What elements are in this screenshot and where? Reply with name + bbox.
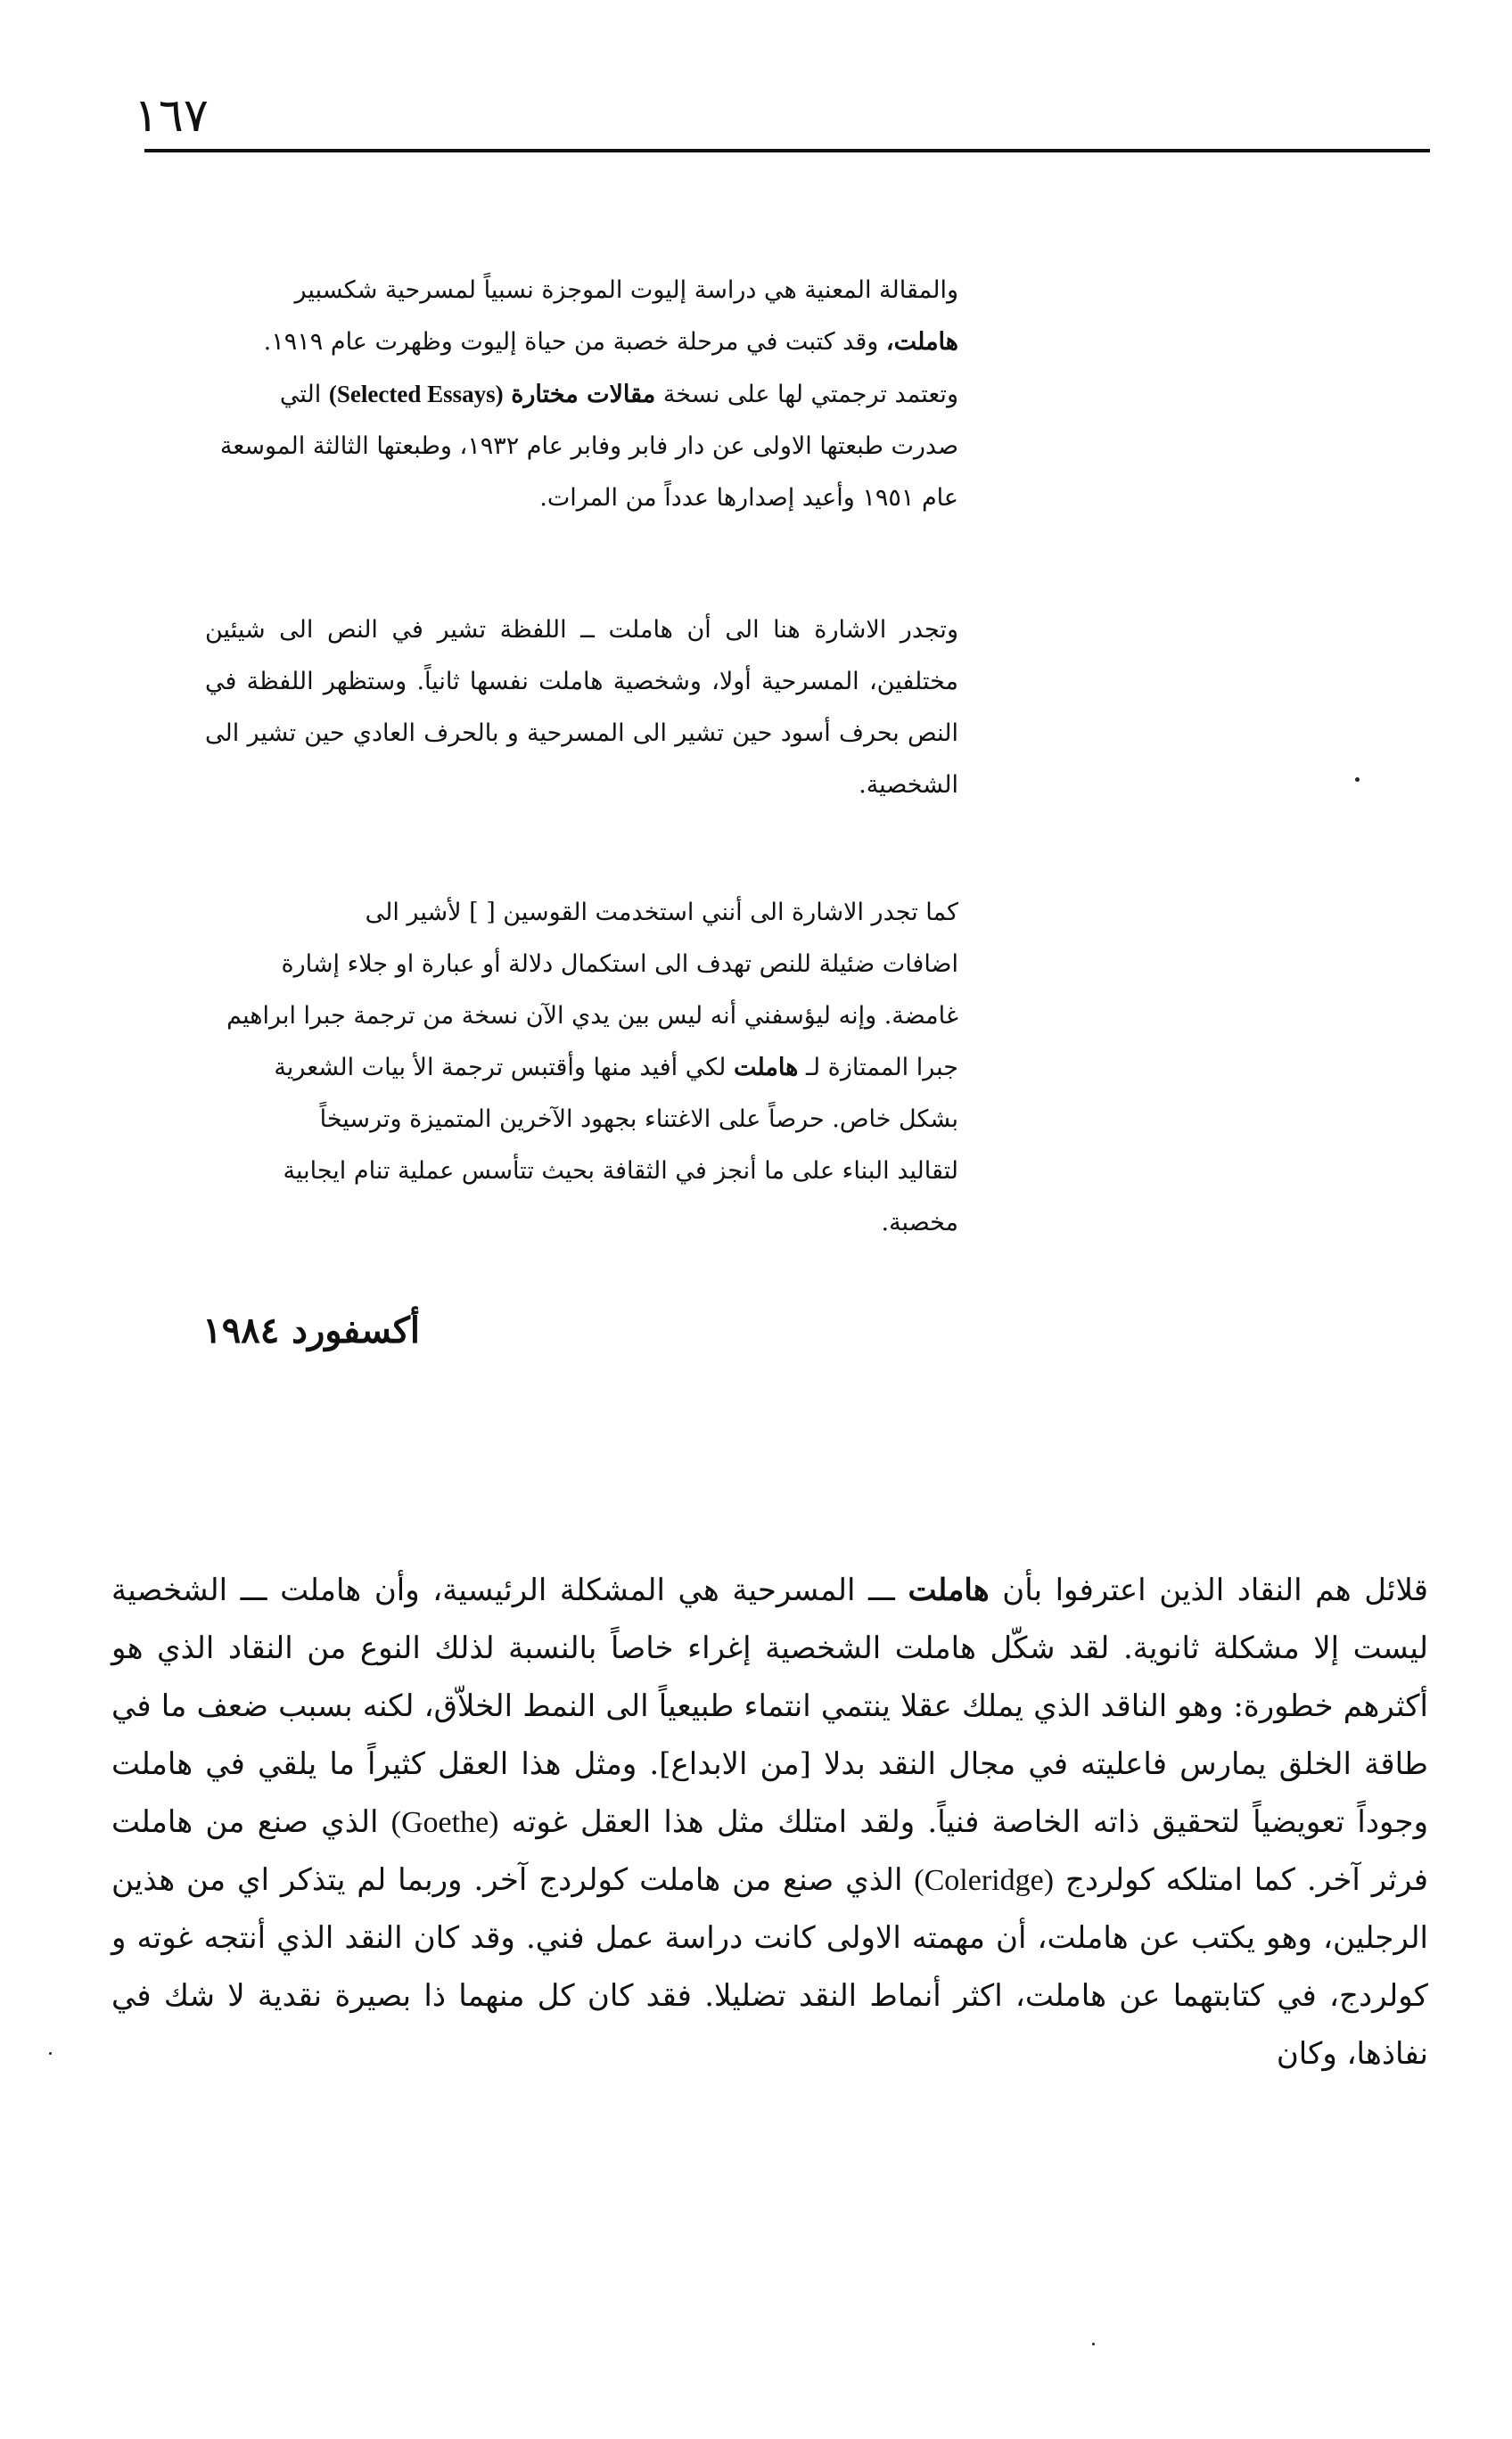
note-line: جبرا الممتازة لـ هاملت لكي أفيد منها وأقتبس ترجمة الأ بيات الشعرية bbox=[274, 1054, 958, 1081]
hamlet-title: هاملت bbox=[908, 1573, 990, 1608]
translator-note-brackets bbox=[205, 887, 958, 1249]
note-paragraph: وتجدر الاشارة هنا الى أن هاملت ــ اللفظة تشير في النص الى شيئين مختلفين، المسرحية أولا، وشخصية هاملت نفسها ثانياً. وستظهر اللفظة في النص بحرف أسود حين تشير الى المسرحية و بالحرف العادي حين تشير الى الشخصية. bbox=[205, 616, 958, 799]
essay-body bbox=[111, 1562, 1428, 2083]
translator-note-hamlet-usage bbox=[205, 604, 958, 811]
scan-speck bbox=[1092, 2343, 1095, 2345]
scan-speck bbox=[49, 2052, 52, 2055]
note-line: عام ١٩٥١ وأعيد إصدارها عدداً من المرات. bbox=[539, 484, 958, 512]
goethe-latin: (Goethe) bbox=[390, 1806, 499, 1839]
note-line: والمقالة المعنية هي دراسة إليوت الموجزة نسبياً لمسرحية شكسبير bbox=[294, 276, 958, 304]
selected-essays-title: مقالات مختارة bbox=[511, 381, 656, 408]
essay-paragraph: قلائل هم النقاد الذين اعترفوا بأن هاملت ـــ المسرحية هي المشكلة الرئيسية، وأن هاملت ـــ الشخصية ليست إلا مشكلة ثانوية. لقد شكّل هاملت الشخصية إغراء خاصاً بالنسبة لذلك النوع من النقاد الذي هو أكثرهم خطورة: وهو الناقد الذي يملك عقلا ينتمي انتماء طبيعياً الى النمط الخلاّق، لكنه بسبب ضعف ما في طاقة الخلق يمارس فاعليته في مجال النقد بدلا [من الابداع]. ومثل هذا العقل كثيراً ما يلقي في هاملت وجوداً تعويضياً لتحقيق ذاته الخاصة فنياً. ولقد امتلك مثل هذا العقل غوته (Goethe) الذي صنع من هاملت فرثر آخر. كما امتلكه كولردج (Coleridge) الذي صنع من هاملت كولردج آخر. وربما لم يتذكر اي من هذين الرجلين، وهو يكتب عن هاملت، أن مهمته الاولى كانت دراسة عمل فني. وقد كان النقد الذي أنتجه غوته و كولردج، في كتابتهما عن هاملت، اكثر أنماط النقد تضليلا. فقد كان كل منهما ذا بصيرة نقدية لا شك في نفاذها، وكان bbox=[111, 1573, 1429, 2072]
coleridge-latin: (Coleridge) bbox=[914, 1864, 1055, 1897]
note-line: غامضة. وإنه ليؤسفني أنه ليس بين يدي الآن نسخة من ترجمة جبرا ابراهيم bbox=[226, 1002, 958, 1030]
note-line: اضافات ضئيلة للنص تهدف الى استكمال دلالة أو عبارة او جلاء إشارة bbox=[281, 950, 958, 978]
place-date-signature: أكسفورد ١٩٨٤ bbox=[202, 1310, 420, 1351]
note-line: بشكل خاص. حرصاً على الاغتناء بجهود الآخرين المتميزة وترسيخاً bbox=[319, 1105, 958, 1133]
note-line: مخصبة. bbox=[881, 1209, 958, 1236]
selected-essays-latin: (Selected Essays) bbox=[328, 381, 504, 407]
header-rule bbox=[144, 149, 1430, 152]
hamlet-title: هاملت bbox=[733, 1054, 799, 1081]
note-line: وتعتمد ترجمتي لها على نسخة مقالات مختارة (Selected Essays) التي bbox=[279, 381, 958, 408]
note-line: هاملت، وقد كتبت في مرحلة خصبة من حياة إليوت وظهرت عام ١٩١٩. bbox=[263, 328, 958, 356]
note-line: لتقاليد البناء على ما أنجز في الثقافة بحيث تتأسس عملية تنام ايجابية bbox=[283, 1157, 958, 1185]
note-line: صدرت طبعتها الاولى عن دار فابر وفابر عام ١٩٣٢، وطبعتها الثالثة الموسعة bbox=[219, 432, 958, 460]
page-number: ١٦٧ bbox=[134, 89, 209, 143]
note-line: كما تجدر الاشارة الى أنني استخدمت القوسين [ ] لأشير الى bbox=[365, 899, 958, 926]
scan-speck bbox=[1355, 777, 1360, 782]
translator-note-edition bbox=[205, 265, 958, 524]
hamlet-title: هاملت، bbox=[885, 328, 958, 356]
